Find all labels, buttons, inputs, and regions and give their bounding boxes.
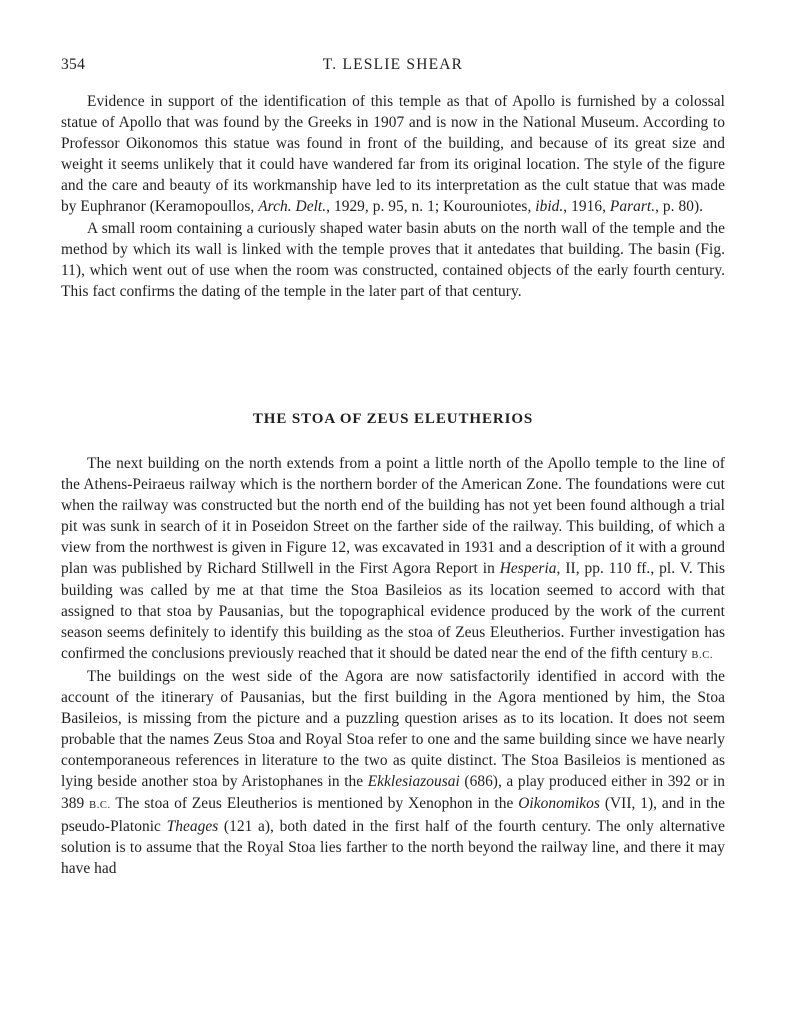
temple-of-apollo-section (61, 91, 725, 302)
text-run: (VII, 1), and in the pseudo-Platonic (61, 794, 725, 835)
citation-italic: ibid. (535, 198, 564, 216)
citation-italic: Parart. (609, 198, 656, 216)
text-run: (686), a play produced either in 392 or in 389 (61, 773, 725, 812)
stoa-of-zeus-section (61, 453, 725, 879)
citation-italic: Oikonomikos (518, 794, 600, 812)
text-run: , II, pp. 110 ff., pl. V. This building was called by me at that time the Stoa Basileios as its location seemed to accord with that assigned to that stoa by Pausanias, but the topographical evidence produced by the work of the current season seems definitely to identify this building as the stoa of Zeus Eleutherios. Further investigation has confirmed the conclusions previously reached that it should be dated near the end of the fifth century (61, 560, 725, 662)
section-heading: THE STOA OF ZEUS ELEUTHERIOS (252, 411, 534, 427)
paragraph-west-side-buildings (61, 666, 725, 879)
text-run: The next building on the north extends from a point a little north of the Apollo temple to the line of the Athens-Peiraeus railway which is the northern border of the American Zone. The foundations were cut when the railway was constructed but the north end of the building has not yet been found although a trial pit was sunk in search of it in Poseidon Street on the farther side of the railway. This building, of which a view from the northwest is given in Figure 12, was excavated in 1931 and a description of it with a ground plan was published by Richard Stillwell in the First Agora Report in (61, 455, 725, 578)
text-run: (121 a), both dated in the first half of the fourth century. The only alternative solution is to assume that the Royal Stoa lies farther to the north beyond the railway line, and there it may have had (61, 817, 725, 877)
paragraph-next-building (61, 453, 725, 666)
text-run: , p. 80). (655, 198, 704, 216)
running-title: T. LESLIE SHEAR (322, 56, 464, 73)
citation-italic: Ekklesiazousai (367, 773, 460, 791)
text-run: , 1916, (563, 198, 610, 216)
text-run: The buildings on the west side of the Agora are now satisfactorily identified in accord with the account of the itinerary of Pausanias, but the first building in the Agora mentioned by him, the Stoa Basileios, is missing from the picture and a puzzling question arises as to its location. It does not seem probable that the names Zeus Stoa and Royal Stoa refer to one and the same building since we have nearly contemporaneous references in literature to the two as quite distinct. The Stoa Basileios is mentioned as lying beside another stoa by Aristophanes in the (61, 667, 725, 791)
citation-italic: Hesperia (499, 560, 557, 578)
text-run: , 1929, p. 95, n. 1; Kourouniotes, (326, 198, 536, 216)
era-abbreviation: B.C. (691, 649, 714, 661)
citation-italic: Arch. Delt. (258, 198, 327, 216)
text-run: Evidence in support of the identification of this temple as that of Apollo is furnished by a colossal statue of Apollo that was found by the Greeks in 1907 and is now in the National Museum. According to Professor Oikonomos this statue was found in front of the building, and because of its great size and weight it seems unlikely that it could have wandered far from its original location. The style of the figure and the care and beauty of its workmanship have led to its interpretation as the cult statue that was made by Euphranor (Keramopoullos, (61, 93, 725, 216)
citation-italic: Theages (166, 817, 219, 835)
era-abbreviation: B.C. (89, 799, 111, 811)
paragraph-apollo-statue (61, 91, 725, 218)
text-run: The stoa of Zeus Eleutherios is mentioned by Xenophon in the (110, 794, 519, 812)
page-number: 354 (61, 56, 86, 73)
running-head (61, 56, 725, 80)
paragraph-water-basin: A small room containing a curiously shaped water basin abuts on the north wall of the temple and the method by which its wall is linked with the temple proves that it antedates that building. The basin (Fig. 11), which went out of use when the room was constructed, contained objects of the early fourth century. This fact confirms the dating of the temple in the later part of that century. (61, 219, 725, 300)
